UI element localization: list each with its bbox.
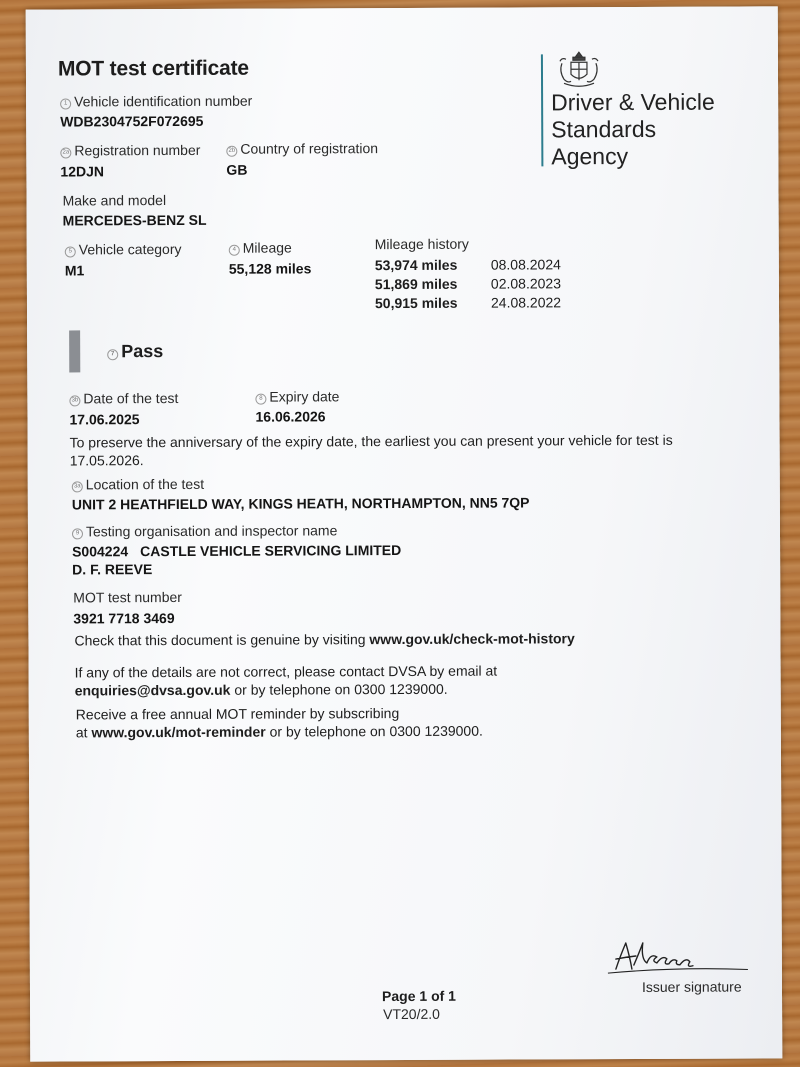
reminder-note <box>76 702 756 741</box>
mileage-history-row <box>375 275 561 292</box>
location-label: Location of the test <box>85 475 205 493</box>
result-indicator-bar <box>69 330 80 372</box>
category-label-row <box>65 241 182 258</box>
royal-crest-icon <box>556 49 602 89</box>
mileage-history-miles: 50,915 miles <box>374 294 458 312</box>
contact-note-line-2 <box>75 678 755 699</box>
test-date-value: 17.06.2025 <box>69 411 140 428</box>
agency-accent-rule <box>541 54 543 166</box>
field-number-badge: 2b <box>226 146 237 157</box>
contact-note-line-1: If any of the details are not correct, please contact DVSA by email at <box>74 662 498 681</box>
mileage-history-row <box>375 256 561 273</box>
organisation-name: CASTLE VEHICLE SERVICING LIMITED <box>140 542 402 560</box>
reminder-note-line-1: Receive a free annual MOT reminder by subscribing <box>75 705 400 723</box>
reminder-note-line-2 <box>76 720 756 741</box>
contact-note <box>75 660 755 699</box>
certificate-page <box>26 6 783 1061</box>
registration-label-row <box>60 142 200 159</box>
anniversary-note-line-2: 17.05.2026. <box>69 452 144 469</box>
mileage-label-row <box>229 239 292 255</box>
mileage-label: Mileage <box>242 239 292 256</box>
country-label: Country of registration <box>240 140 379 157</box>
registration-label: Registration number <box>74 141 201 159</box>
organisation-label-row <box>72 522 337 539</box>
registration-value: 12DJN <box>60 163 105 180</box>
agency-line-2: Standards <box>551 115 657 143</box>
location-label-row <box>72 476 204 493</box>
test-date-label: Date of the test <box>83 389 179 407</box>
organisation-code: S004224 <box>72 543 129 560</box>
result-label: Pass <box>121 341 164 362</box>
field-number-badge: 4 <box>229 245 240 256</box>
test-number-value: 3921 7718 3469 <box>73 610 175 627</box>
expiry-label-row <box>255 388 339 404</box>
mileage-history-date: 24.08.2022 <box>490 294 562 311</box>
page-number: Page 1 of 1 <box>381 987 456 1005</box>
vin-value: WDB2304752F072695 <box>60 112 204 130</box>
organisation-label: Testing organisation and inspector name <box>85 522 338 540</box>
inspector-name: D. F. REEVE <box>72 561 153 578</box>
genuine-check-text: Check that this document is genuine by visiting <box>74 631 370 649</box>
agency-name <box>551 89 715 171</box>
document-title: MOT test certificate <box>57 56 249 81</box>
reminder-at-text: at <box>75 724 92 741</box>
mileage-history-date: 02.08.2023 <box>490 275 562 292</box>
mileage-history-label: Mileage history <box>374 235 469 253</box>
mileage-value: 55,128 miles <box>228 260 312 277</box>
agency-line-1: Driver & Vehicle <box>551 88 715 116</box>
mileage-history-miles: 53,974 miles <box>374 256 458 274</box>
form-code: VT20/2.0 <box>383 1005 440 1023</box>
reminder-telephone-text: or by telephone on 0300 1239000. <box>265 722 483 740</box>
check-mot-history-link[interactable]: www.gov.uk/check-mot-history <box>369 630 575 648</box>
anniversary-note <box>70 430 750 469</box>
anniversary-note-line-1: To preserve the anniversary of the expiry date, the earliest you can present your vehicle for test is <box>69 431 673 451</box>
country-value: GB <box>226 161 248 178</box>
agency-line-3: Agency <box>551 143 629 170</box>
category-label: Vehicle category <box>78 240 182 258</box>
country-label-row <box>226 140 378 157</box>
expiry-label: Expiry date <box>269 388 340 405</box>
make-model-label: Make and model <box>62 192 167 209</box>
organisation-value <box>72 542 401 559</box>
field-number-badge: 7 <box>107 349 118 360</box>
make-model-value: MERCEDES-BENZ SL <box>62 211 207 229</box>
field-number-badge: 2a <box>60 147 71 158</box>
test-result <box>107 341 163 362</box>
location-value: UNIT 2 HEATHFIELD WAY, KINGS HEATH, NORTHAMPTON, NN5 7QP <box>71 494 530 513</box>
field-number-badge: 1 <box>60 98 71 109</box>
mileage-history-date: 08.08.2024 <box>490 256 561 273</box>
mileage-history-row <box>375 294 561 311</box>
test-date-label-row <box>69 390 178 406</box>
expiry-value: 16.06.2026 <box>255 408 326 425</box>
mileage-history-miles: 51,869 miles <box>374 275 458 293</box>
contact-email-link[interactable]: enquiries@dvsa.gov.uk <box>74 681 231 699</box>
field-number-badge: 3b <box>69 395 80 406</box>
vin-label: Vehicle identification number <box>74 92 253 110</box>
field-number-badge: 3a <box>72 481 83 492</box>
vin-label-row <box>60 93 252 110</box>
field-number-badge: 8 <box>255 394 266 405</box>
field-number-badge: 9 <box>72 528 83 539</box>
test-number-label: MOT test number <box>73 588 182 606</box>
mot-reminder-link[interactable]: www.gov.uk/mot-reminder <box>91 723 266 741</box>
field-number-badge: 5 <box>65 246 76 257</box>
genuine-check-note <box>74 628 754 649</box>
category-value: M1 <box>64 262 85 279</box>
contact-telephone-text: or by telephone on 0300 1239000. <box>230 680 448 698</box>
issuer-signature-label: Issuer signature <box>641 978 742 995</box>
issuer-signature-mark <box>604 934 754 981</box>
